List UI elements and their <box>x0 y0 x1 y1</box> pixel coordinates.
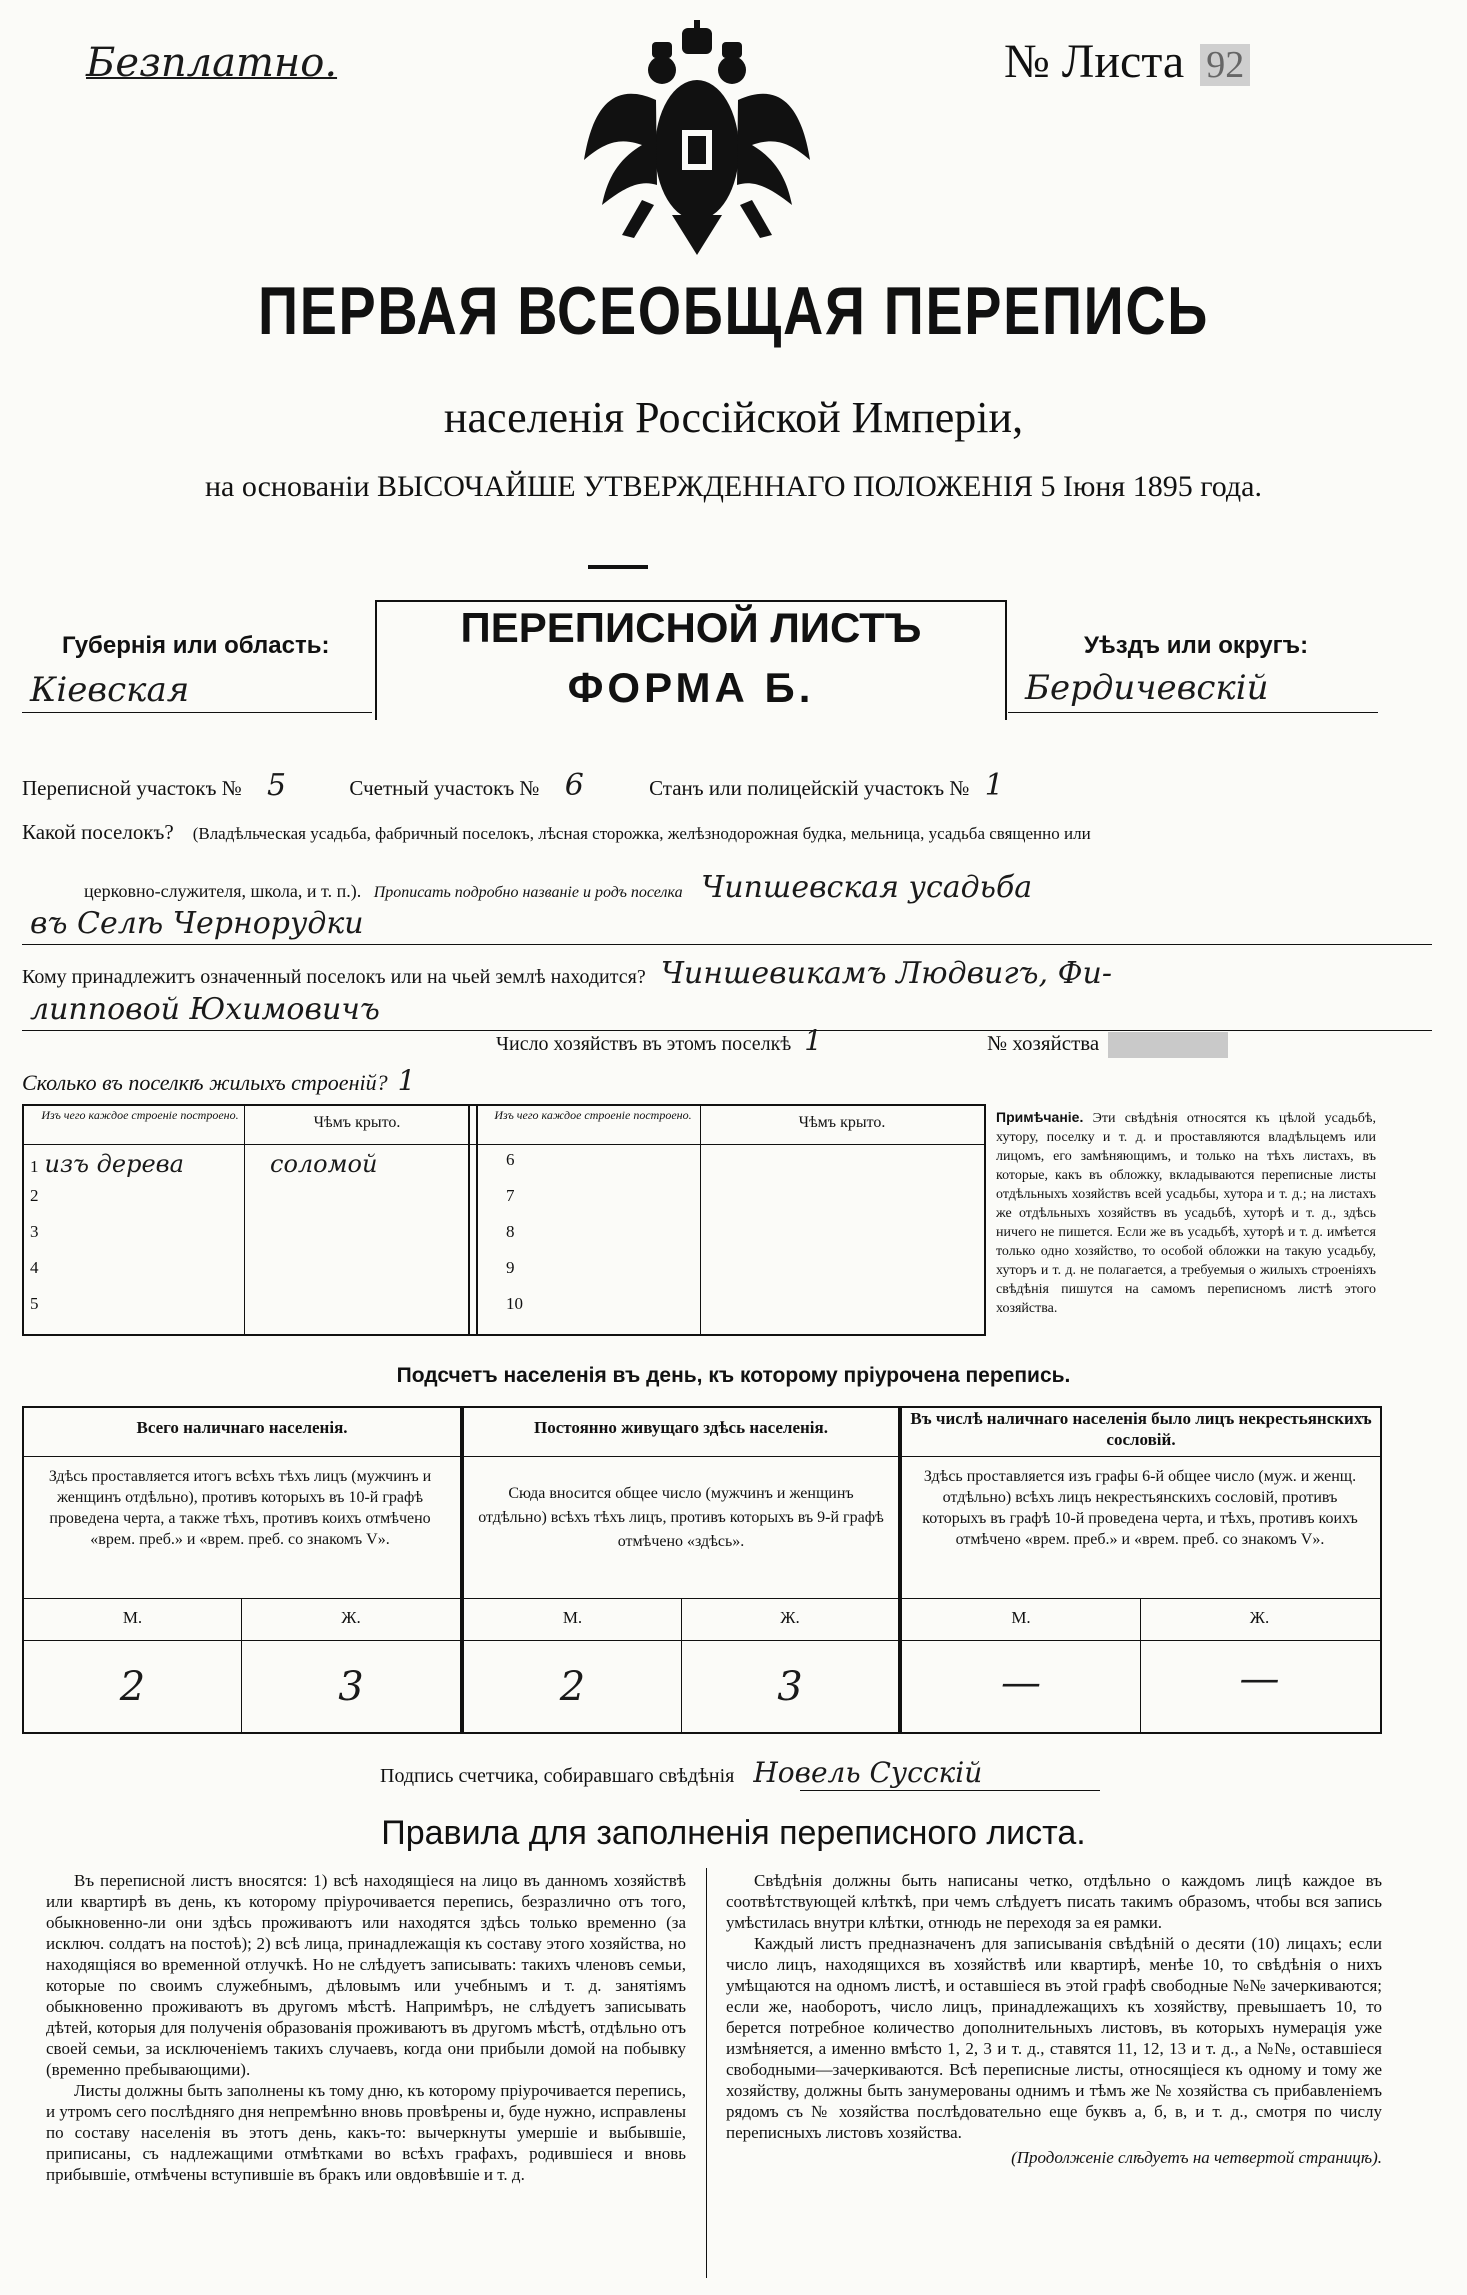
buildings-value: 1 <box>397 1064 416 1097</box>
form-type: ФОРМА Б. <box>567 664 815 711</box>
sheet-number-value: 92 <box>1200 44 1250 86</box>
count-m-label-1: М. <box>122 1608 143 1627</box>
sheet-number <box>1004 34 1250 89</box>
census-district-label: Переписной участокъ № <box>22 776 242 800</box>
signature-value: Новель Сусскій <box>753 1756 983 1789</box>
settlement-row-2 <box>84 870 1444 905</box>
count-col3-text: Здѣсь проставляется изъ графы 6-й общее число (муж. и женщ. отдѣльно) всѣхъ лицъ некрестьянскихъ сословій, противъ которыхъ въ графѣ 10-й проведена черта, и тѣхъ, противъ коихъ отмѣчено «врем. преб.» и «врем. преб. со знакомъ V». <box>922 1468 1358 1548</box>
count-col2-text: Сюда вносится общее число (мужчинъ и женщинъ отдѣльно) всѣхъ тѣхъ лицъ, противъ которыхъ въ 9-й графѣ отмѣчено «здѣсь». <box>478 1485 884 1550</box>
list-item: 9 <box>506 1258 515 1277</box>
form-header-right-divider <box>1005 600 1007 720</box>
count-m-label-2: М. <box>562 1608 583 1627</box>
district-underline <box>1008 712 1378 713</box>
households-row <box>496 1024 1228 1058</box>
form-title: ПЕРЕПИСНОЙ ЛИСТЪ <box>460 604 922 651</box>
count-value-resident-m: 2 <box>559 1664 586 1710</box>
rules-column-divider <box>706 1868 707 2278</box>
district-value: Бердичевскій <box>1025 668 1269 708</box>
count-col3-title: Въ числѣ наличнаго населенія было лицъ некрестьянскихъ сословій. <box>910 1409 1372 1449</box>
settlement-row <box>22 820 1452 845</box>
census-basis: на основаніи ВЫСОЧАЙШЕ УТВЕРЖДЕННАГО ПОЛОЖЕНІЯ 5 Іюня 1895 года. <box>205 470 1262 503</box>
list-item: 5 <box>30 1294 39 1313</box>
buildings-col-roof-right: Чѣмъ крыто. <box>798 1114 886 1131</box>
settlement-instruction: Прописать подробно названіе и родъ поселка <box>373 884 683 901</box>
list-item: 1 изъ дерева соломой <box>30 1150 378 1178</box>
rules-continued: (Продолженіе слѣдуетъ на четвертой страницѣ). <box>1011 2148 1382 2167</box>
households-value: 1 <box>804 1024 823 1057</box>
roof-value: соломой <box>270 1150 378 1178</box>
rules-right-column <box>726 1870 1382 2168</box>
police-district-value: 1 <box>984 768 1004 803</box>
page-subtitle: населенія Россійской Имперіи, <box>443 393 1024 442</box>
census-district-value: 5 <box>267 768 287 803</box>
count-value-resident-f: 3 <box>777 1664 803 1710</box>
sheet-number-label: № Листа <box>1004 35 1185 88</box>
signature-row <box>380 1756 982 1789</box>
note <box>996 1108 1376 1318</box>
count-f-label-3: Ж. <box>1249 1608 1270 1627</box>
household-number-redacted <box>1108 1032 1228 1058</box>
province-label: Губернія или область: <box>62 632 330 659</box>
owner-row <box>22 956 1452 991</box>
material-value: изъ дерева <box>44 1150 184 1178</box>
count-col2-title: Постоянно живущаго здѣсь населенія. <box>534 1418 828 1437</box>
header-divider <box>588 565 648 569</box>
signature-label: Подпись счетчика, собиравшаго свѣдѣнія <box>380 1765 735 1787</box>
signature-underline <box>800 1790 1100 1791</box>
rules-left-paragraph-1: Въ переписной листъ вносятся: 1) всѣ находящіеся на лицо въ данномъ хозяйствѣ или квартирѣ въ день, къ которому пріурочивается перепись, безразлично отъ того, обыкновенно-ли они здѣсь проживаютъ или находятся здѣсь только временно (за исключ. солдатъ на постоѣ); 2) всѣ лица, принадлежащія къ составу этого хозяйства, но находящіяся во временной отлучкѣ. Но не слѣдуетъ записывать: такихъ членовъ семьи, которые по своимъ служебнымъ, дѣловымъ или учебнымъ и т. д. занятіямъ обыкновенно проживаютъ въ другомъ мѣстѣ. Напримѣръ, не слѣдуетъ записывать дѣтей, которыя для полученія образованія проживаютъ въ другомъ мѣстѣ, отдѣльно отъ своей семьи, за исключеніемъ такихъ случаевъ, когда они прибыли домой на побывку (временно пребывающими). <box>46 1871 686 2079</box>
count-value-present-f: 3 <box>338 1664 364 1710</box>
list-item: 6 <box>506 1150 515 1169</box>
count-mf-rule-top <box>22 1598 1380 1599</box>
count-title-rule <box>22 1456 1380 1457</box>
settlement-value-1: Чипшевская усадьба <box>701 870 1033 905</box>
counting-district-label: Счетный участокъ № <box>349 776 540 800</box>
count-value-nonpeasant-f: — <box>1239 1656 1280 1702</box>
settlement-hint: (Владѣльческая усадьба, фабричный поселокъ, лѣсная сторожка, желѣзнодорожная будка, мельница, усадьба священно или <box>192 824 1091 843</box>
form-header-left-divider <box>375 600 377 720</box>
count-col1-title: Всего наличнаго населенія. <box>136 1418 348 1437</box>
count-f-label-1: Ж. <box>341 1608 361 1627</box>
count-col1-text: Здѣсь проставляется итогъ всѣхъ тѣхъ лицъ (мужчинъ и женщинъ отдѣльно), противъ которыхъ въ 10-й графѣ проведена черта, а также тѣхъ, противъ коихъ отмѣчено «врем. преб.» и «врем. преб. со знакомъ V». <box>48 1468 432 1548</box>
list-item: 3 <box>30 1222 39 1241</box>
rules-right-paragraph-2: Каждый листъ предназначенъ для записыванія свѣдѣній о десяти (10) лицахъ; если число лицъ, находящихся въ хозяйствѣ или квартирѣ, менѣе 10, то свѣдѣнія о нихъ умѣщаются на одномъ листѣ, и оставшіеся въ этой графѣ свободные №№ зачеркиваются; если же, наоборотъ, число лицъ, принадлежащихъ къ хозяйству, превышаетъ 10, то берется потребное количество дополнительныхъ листовъ, въ которыхъ нумерація уже измѣняется, а именно вмѣсто 1, 2, 3 и т. д., ставятся 11, 12, 13 и т. д., а №№, оставшіеся свободными—зачеркиваются. Всѣ переписные листы, относящіеся къ одному и тому же хозяйству, должны быть занумерованы однимъ и тѣмъ же № хозяйства съ прибавленіемъ рядомъ съ № хозяйства послѣдовательно еще буквъ а, б, в, и т. д., смотря по числу переписныхъ листовъ хозяйства. <box>726 1934 1382 2142</box>
settlement-value-2: въ Селѣ Чернорудки <box>30 906 364 941</box>
list-item: 8 <box>506 1222 515 1241</box>
list-item: 4 <box>30 1258 39 1277</box>
owner-label: Кому принадлежитъ означенный поселокъ или на чьей землѣ находится? <box>22 966 646 988</box>
owner-value-1: Чиншевикамъ Людвигъ, Фи- <box>660 956 1112 991</box>
buildings-label: Сколько въ поселкѣ жилыхъ строеній? <box>22 1070 388 1095</box>
settlement-question: Какой поселокъ? <box>22 820 174 844</box>
form-header-top-rule <box>375 600 1007 602</box>
count-value-present-m: 2 <box>119 1664 146 1710</box>
count-f-label-2: Ж. <box>780 1608 800 1627</box>
coat-of-arms-emblem <box>582 20 812 260</box>
census-district-row <box>22 768 1442 803</box>
buildings-col-material-right: Изъ чего каждое строеніе построено. <box>494 1108 692 1122</box>
province-value: Кіевская <box>30 670 190 710</box>
district-label: Уѣздъ или округъ: <box>1084 632 1309 659</box>
province-underline <box>22 712 372 713</box>
settlement-hint-2: церковно-служителя, школа, и т. п.). <box>84 881 362 901</box>
list-item: 2 <box>30 1186 39 1205</box>
households-label: Число хозяйствъ въ этомъ поселкѣ <box>496 1033 792 1055</box>
police-district-label: Станъ или полицейскій участокъ № <box>649 776 970 800</box>
counting-district-value: 6 <box>564 768 584 803</box>
note-text: Эти свѣдѣнія относятся къ цѣлой усадьбѣ, хутору, поселку и т. д. и проставляются владѣльцемъ или лицомъ, его замѣняющимъ, и только на тѣхъ листахъ, въ которые, какъ въ обложку, вкладываются переписные листы отдѣльныхъ хозяйствъ всей усадьбы, хутора и т. д.; на листахъ же отдѣльныхъ хозяйствъ въ усадьбѣ, хуторѣ и т. д., здѣсь ничего не пишется. Если же въ усадьбѣ, хуторѣ и т. д. имѣется только одно хозяйство, то особой обложки на такую усадьбу, хуторъ и т. д. не полагается, а требуемыя о жилыхъ строеніяхъ свѣдѣнія пишутся на самомъ переписномъ листѣ этого хозяйства. <box>996 1111 1376 1316</box>
note-title: Примѣчаніе. <box>996 1109 1084 1125</box>
buildings-col-material-left: Изъ чего каждое строеніе построено. <box>41 1108 239 1122</box>
count-m-label-3: М. <box>1011 1608 1031 1627</box>
rules-title: Правила для заполненія переписного листа. <box>381 1814 1086 1852</box>
free-label: Безплатно. <box>86 40 338 86</box>
rules-right-paragraph-1: Свѣдѣнія должны быть написаны четко, отдѣльно о каждомъ лицѣ каждое въ соотвѣтствующей клѣткѣ, при чемъ слѣдуетъ писать такимъ образомъ, чтобы вся запись умѣстилась внутри клѣтки, отнюдь не переходя за ея рамки. <box>726 1871 1382 1932</box>
household-number-label: № хозяйства <box>987 1031 1100 1055</box>
count-value-nonpeasant-m: — <box>1001 1660 1041 1706</box>
settlement-underline <box>22 944 1432 945</box>
rules-left-paragraph-2: Листы должны быть заполнены къ тому дню, къ которому пріурочивается перепись, и утромъ сего послѣдняго дня непремѣнно вновь провѣрены и, буде нужно, исправлены по составу населенія въ этотъ день, какъ-то: вычеркнуты умершіе и выбывшіе, приписаны, съ надлежащими отмѣтками во всѣхъ графахъ, родившіеся и вновь прибывшіе, отмѣчены вступившіе въ бракъ или овдовѣвшіе и т. д. <box>46 2081 686 2184</box>
buildings-row <box>22 1064 415 1097</box>
rules-left-column <box>46 1870 686 2185</box>
list-item: 7 <box>506 1186 515 1205</box>
count-section-title: Подсчетъ населенія въ день, къ которому пріурочена перепись. <box>396 1364 1071 1387</box>
buildings-header-rule <box>22 1144 984 1145</box>
owner-value-2: липповой Юхимовичъ <box>30 992 380 1027</box>
page-title: ПЕРВАЯ ВСЕОБЩАЯ ПЕРЕПИСЬ <box>257 273 1210 349</box>
buildings-col-roof-left: Чѣмъ крыто. <box>313 1114 401 1131</box>
count-mf-rule-bottom <box>22 1640 1380 1641</box>
buildings-right-rows <box>506 1150 946 1330</box>
list-item: 10 <box>506 1294 523 1313</box>
buildings-left-rows <box>30 1150 470 1330</box>
